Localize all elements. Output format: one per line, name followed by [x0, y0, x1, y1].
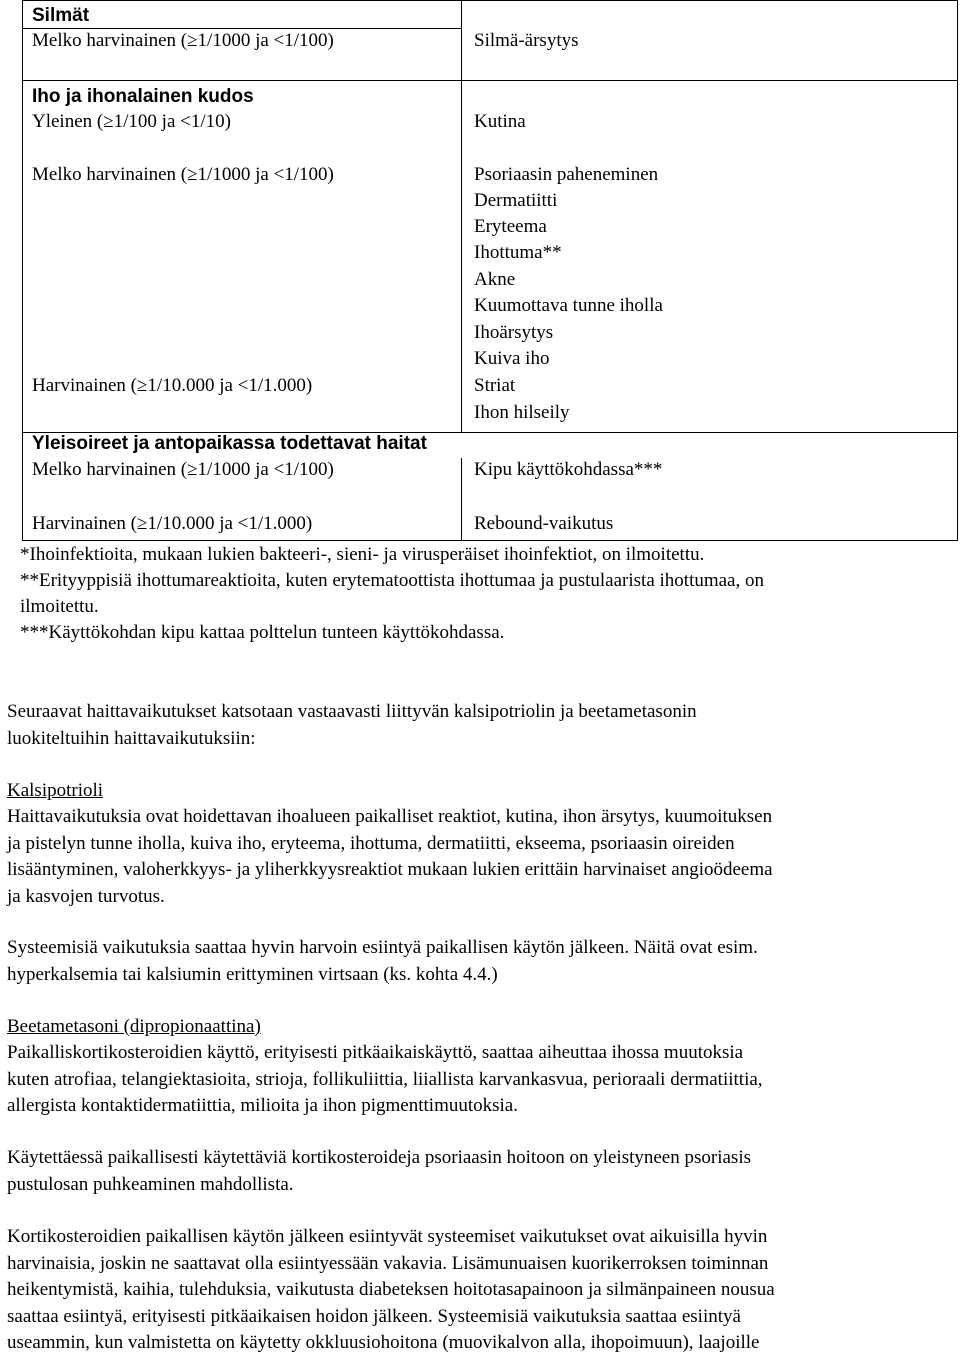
effect-item: Kutina [474, 111, 526, 132]
effect-item: Rebound-vaikutus [474, 513, 614, 534]
paragraph-line: hyperkalsemia tai kalsiumin erittyminen virtsaan (ks. kohta 4.4.) [7, 963, 498, 985]
paragraph-line: heikentymistä, kaihia, tulehduksia, vaikutusta diabeteksen hoitotasapainoon ja silmänpaineen nousua [7, 1279, 775, 1300]
effect-item: Kipu käyttökohdassa*** [474, 459, 663, 480]
paragraph-line: Seuraavat haittavaikutukset katsotaan vastaavasti liittyvän kalsipotriolin ja beetametasonin [7, 701, 697, 722]
effect-item: Kuiva iho [474, 348, 550, 369]
effect-item: Eryteema [474, 216, 547, 237]
section-heading-skin: Iho ja ihonalainen kudos [32, 86, 254, 107]
table-col-divider [461, 458, 462, 540]
frequency-label: Yleinen (≥1/100 ja <1/10) [32, 111, 231, 132]
paragraph-line: kuten atrofiaa, telangiektasioita, strioja, follikuliittia, liiallista karvankasvua, perioraali dermatiittia, [7, 1068, 763, 1090]
footnote-rash-cont: ilmoitettu. [20, 596, 99, 617]
table-top-border [23, 0, 957, 1]
footnote-pain: ***Käyttökohdan kipu kattaa polttelun tunteen käyttökohdassa. [20, 622, 505, 643]
paragraph-line: Käytettäessä paikallisesti käytettäviä kortikosteroideja psoriaasin hoitoon on yleistyneen psoriasis [7, 1147, 751, 1168]
paragraph-intro [7, 699, 927, 752]
paragraph-line: ja pistelyn tunne iholla, kuiva iho, eryteema, ihottuma, dermatiitti, ekseema, psoriaasin oireiden [7, 832, 735, 854]
effect-item: Ihon hilseily [474, 402, 570, 423]
paragraph-line: Haittavaikutuksia ovat hoidettavan ihoalueen paikalliset reaktiot, kutina, ihon ärsytys, kuumoituksen [7, 806, 773, 827]
section-heading-general: Yleisoireet ja antopaikassa todettavat haitat [32, 433, 427, 454]
effect-item: Akne [474, 269, 516, 290]
paragraph-calcipotriol [7, 804, 927, 910]
effect-item: Kuumottava tunne iholla [474, 295, 663, 316]
paragraph-systemic [7, 935, 927, 988]
frequency-label: Melko harvinainen (≥1/1000 ja <1/100) [32, 30, 334, 51]
table-row-divider [23, 80, 957, 81]
heading-calcipotriol: Kalsipotrioli [7, 780, 104, 801]
footnote-infections: *Ihoinfektioita, mukaan lukien bakteeri-, sieni- ja virusperäiset ihoinfektiot, on ilmoitettu. [20, 544, 705, 565]
paragraph-line: Systeemisiä vaikutuksia saattaa hyvin harvoin esiintyä paikallisen käytön jälkeen. Näitä ovat esim. [7, 937, 758, 958]
paragraph-corticosteroids [7, 1224, 927, 1357]
paragraph-betamethasone [7, 1040, 927, 1120]
paragraph-line: Paikalliskortikosteroidien käyttö, erityisesti pitkäaikaiskäyttö, saattaa aiheuttaa ihossa muutoksia [7, 1042, 744, 1063]
table-col-divider [461, 0, 462, 80]
effect-item: Silmä-ärsytys [474, 30, 579, 51]
footnote-rash: **Erityyppisiä ihottumareaktioita, kuten erytematoottista ihottumaa ja pustulaarista ihottumaa, on [20, 570, 764, 591]
effect-item: Ihottuma** [474, 242, 562, 263]
frequency-label: Harvinainen (≥1/10.000 ja <1/1.000) [32, 375, 313, 396]
frequency-label: Harvinainen (≥1/10.000 ja <1/1.000) [32, 513, 313, 534]
paragraph-line: saattaa esiintyä, erityisesti pitkäaikaisen hoidon jälkeen. Systeemisiä vaikutuksia saattaa esiintyä [7, 1305, 741, 1327]
paragraph-psoriasis [7, 1145, 927, 1198]
table-col-divider [461, 80, 462, 432]
paragraph-line: ja kasvojen turvotus. [7, 885, 165, 907]
section-heading-eyes: Silmät [32, 5, 90, 26]
effect-item: Dermatiitti [474, 190, 558, 211]
paragraph-line: harvinaisia, joskin ne saattavat olla esiintyessään vakavia. Lisämunuaisen kuorikerroksen toiminnan [7, 1252, 769, 1274]
paragraph-line: pustulosan puhkeaminen mahdollista. [7, 1173, 294, 1195]
paragraph-line: Kortikosteroidien paikallisen käytön jälkeen esiintyvät systeemiset vaikutukset ovat aikuisilla hyvin [7, 1226, 768, 1247]
effect-item: Striat [474, 375, 516, 396]
frequency-label: Melko harvinainen (≥1/1000 ja <1/100) [32, 459, 334, 480]
paragraph-line: luokiteltuihin haittavaikutuksiin: [7, 727, 256, 749]
paragraph-line: lisääntyminen, valoherkkyys- ja yliherkkyysreaktiot mukaan lukien erittäin harvinaiset angioödeema [7, 859, 773, 880]
paragraph-line: allergista kontaktidermatiittia, milioita ja ihon pigmenttimuutoksia. [7, 1095, 518, 1116]
effect-item: Psoriaasin paheneminen [474, 164, 659, 185]
frequency-label: Melko harvinainen (≥1/1000 ja <1/100) [32, 164, 334, 185]
heading-betamethasone: Beetametasoni (dipropionaattina) [7, 1016, 261, 1037]
paragraph-line: useammin, kun valmistetta on käytetty okkluusiohoitona (muovikalvon alla, ihopoimuun), laajoille [7, 1332, 760, 1353]
effect-item: Ihoärsytys [474, 322, 554, 343]
